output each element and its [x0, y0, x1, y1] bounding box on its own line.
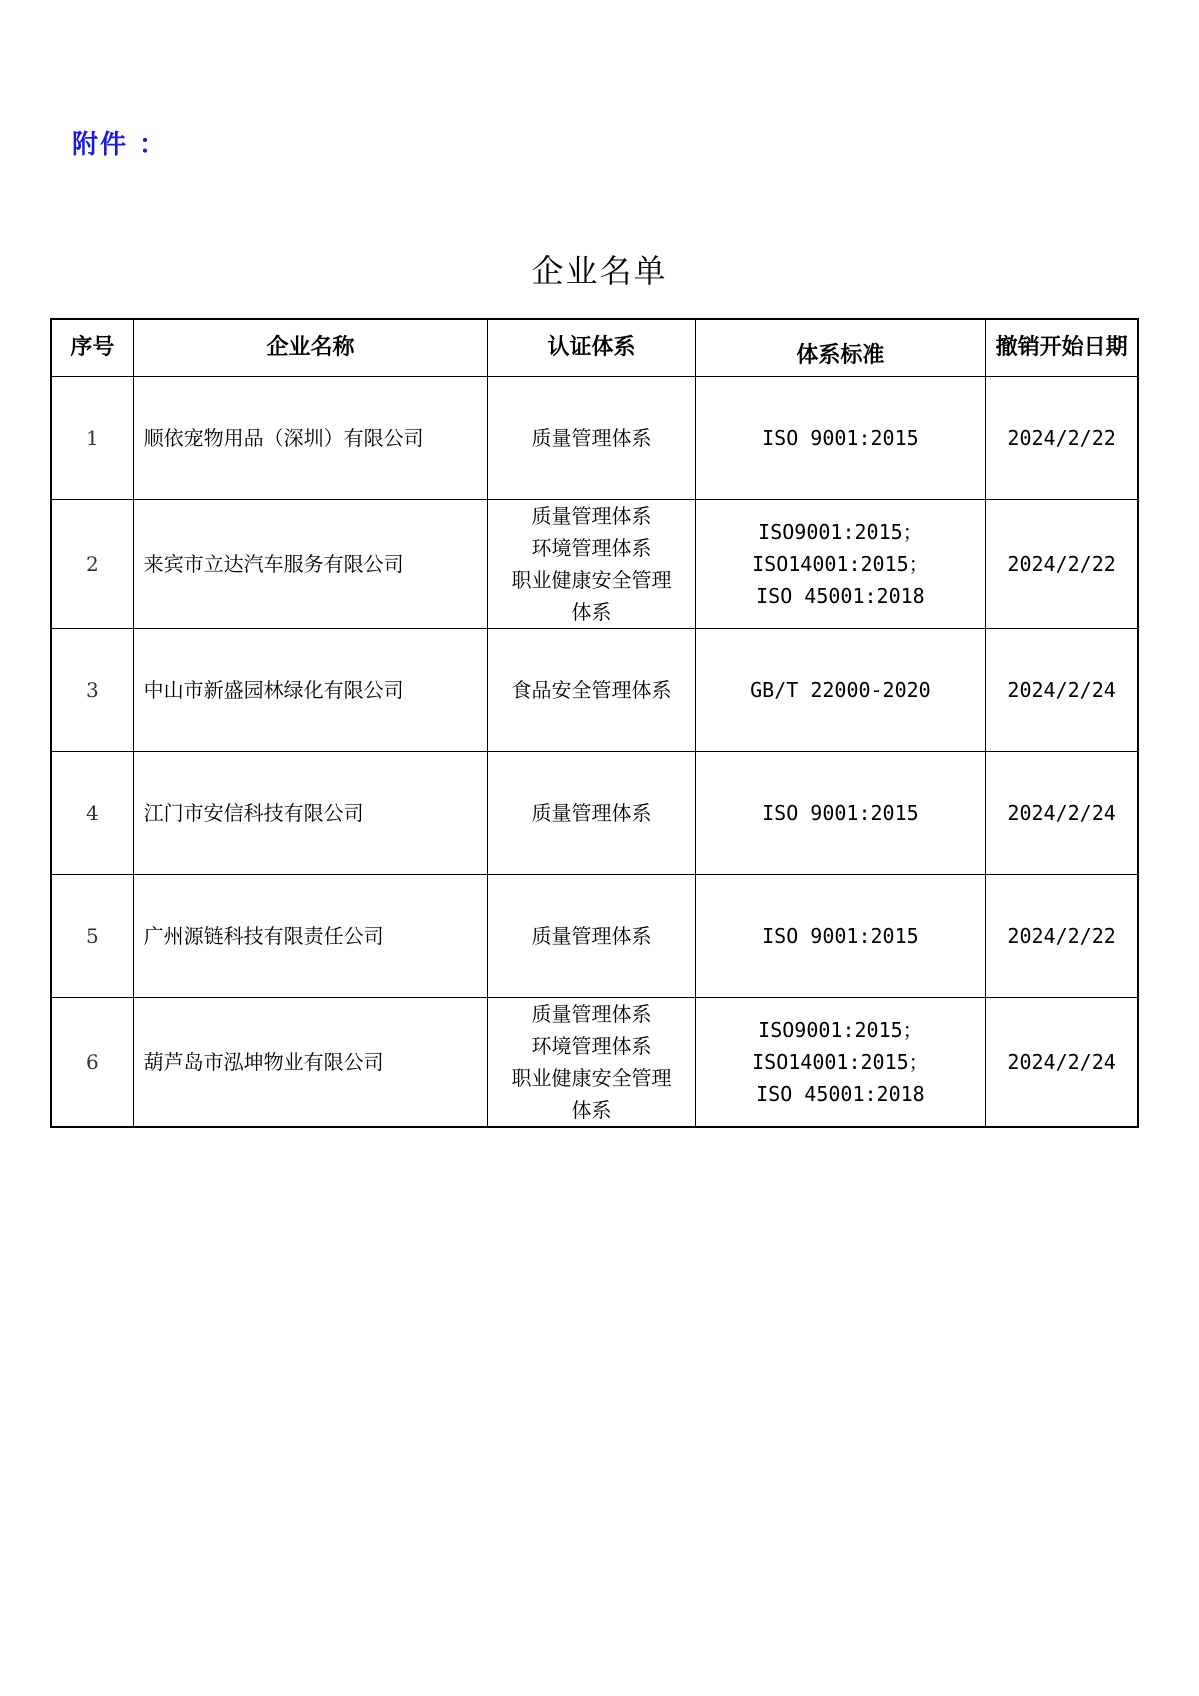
standard-line: ISO9001:2015； — [758, 1018, 923, 1042]
system-line: 体系 — [571, 600, 612, 624]
cell-company-name: 来宾市立达汽车服务有限公司 — [133, 500, 488, 629]
table-row — [51, 377, 1138, 500]
cell-revocation-date: 2024/2/24 — [986, 998, 1138, 1128]
table-header — [51, 319, 1138, 377]
cell-company-name: 广州源链科技有限责任公司 — [133, 875, 488, 998]
table-row — [51, 752, 1138, 875]
system-line: 环境管理体系 — [531, 536, 652, 560]
standard-line: ISO 9001:2015 — [762, 426, 919, 450]
system-line: 职业健康安全管理 — [511, 1066, 672, 1090]
table-row — [51, 998, 1138, 1128]
system-line: 质量管理体系 — [531, 426, 652, 450]
page-title: 企业名单 — [531, 252, 668, 290]
cell-system-standard — [695, 875, 986, 998]
attachment-label: 附件 ： — [72, 130, 168, 160]
header-name: 企业名称 — [133, 319, 488, 377]
system-line: 体系 — [571, 1098, 612, 1122]
system-line: 职业健康安全管理 — [511, 568, 672, 592]
system-line: 环境管理体系 — [531, 1034, 652, 1058]
cell-certification-system — [488, 998, 695, 1128]
cell-company-name: 顺依宠物用品（深圳）有限公司 — [133, 377, 488, 500]
standard-line: ISO 9001:2015 — [762, 924, 919, 948]
cell-no: 2 — [51, 500, 133, 629]
cell-company-name: 中山市新盛园林绿化有限公司 — [133, 629, 488, 752]
standard-line: GB/T 22000-2020 — [750, 678, 931, 702]
table-row — [51, 629, 1138, 752]
cell-certification-system — [488, 875, 695, 998]
cell-certification-system — [488, 500, 695, 629]
header-standard-label: 体系标准 — [796, 343, 885, 368]
cell-system-standard — [695, 629, 986, 752]
cell-system-standard — [695, 377, 986, 500]
cell-revocation-date: 2024/2/24 — [986, 752, 1138, 875]
cell-no: 1 — [51, 377, 133, 500]
header-date: 撤销开始日期 — [986, 319, 1138, 377]
cell-system-standard — [695, 752, 986, 875]
cell-no: 6 — [51, 998, 133, 1128]
cell-certification-system — [488, 752, 695, 875]
system-line: 质量管理体系 — [531, 504, 652, 528]
cell-no: 3 — [51, 629, 133, 752]
standard-line: ISO 9001:2015 — [762, 801, 919, 825]
table-row — [51, 875, 1138, 998]
cell-no: 5 — [51, 875, 133, 998]
table-row — [51, 500, 1138, 629]
cell-revocation-date: 2024/2/22 — [986, 500, 1138, 629]
header-system: 认证体系 — [488, 319, 695, 377]
cell-revocation-date: 2024/2/22 — [986, 377, 1138, 500]
cell-revocation-date: 2024/2/24 — [986, 629, 1138, 752]
system-line: 质量管理体系 — [531, 924, 652, 948]
cell-certification-system — [488, 629, 695, 752]
header-standard — [695, 319, 986, 377]
table-header-row — [51, 319, 1138, 377]
system-line: 质量管理体系 — [531, 801, 652, 825]
standard-line: ISO14001:2015； — [752, 1050, 929, 1074]
table-body — [51, 377, 1138, 1128]
standard-line: ISO9001:2015； — [758, 520, 923, 544]
system-line: 食品安全管理体系 — [511, 678, 672, 702]
cell-system-standard — [695, 500, 986, 629]
standard-line: ISO 45001:2018 — [756, 584, 925, 608]
cell-revocation-date: 2024/2/22 — [986, 875, 1138, 998]
system-line: 质量管理体系 — [531, 1002, 652, 1026]
cell-system-standard — [695, 998, 986, 1128]
cell-company-name: 江门市安信科技有限公司 — [133, 752, 488, 875]
enterprise-list-table — [50, 318, 1139, 1128]
standard-line: ISO 45001:2018 — [756, 1082, 925, 1106]
cell-company-name: 葫芦岛市泓坤物业有限公司 — [133, 998, 488, 1128]
standard-line: ISO14001:2015； — [752, 552, 929, 576]
cell-certification-system — [488, 377, 695, 500]
header-no: 序号 — [51, 319, 133, 377]
cell-no: 4 — [51, 752, 133, 875]
